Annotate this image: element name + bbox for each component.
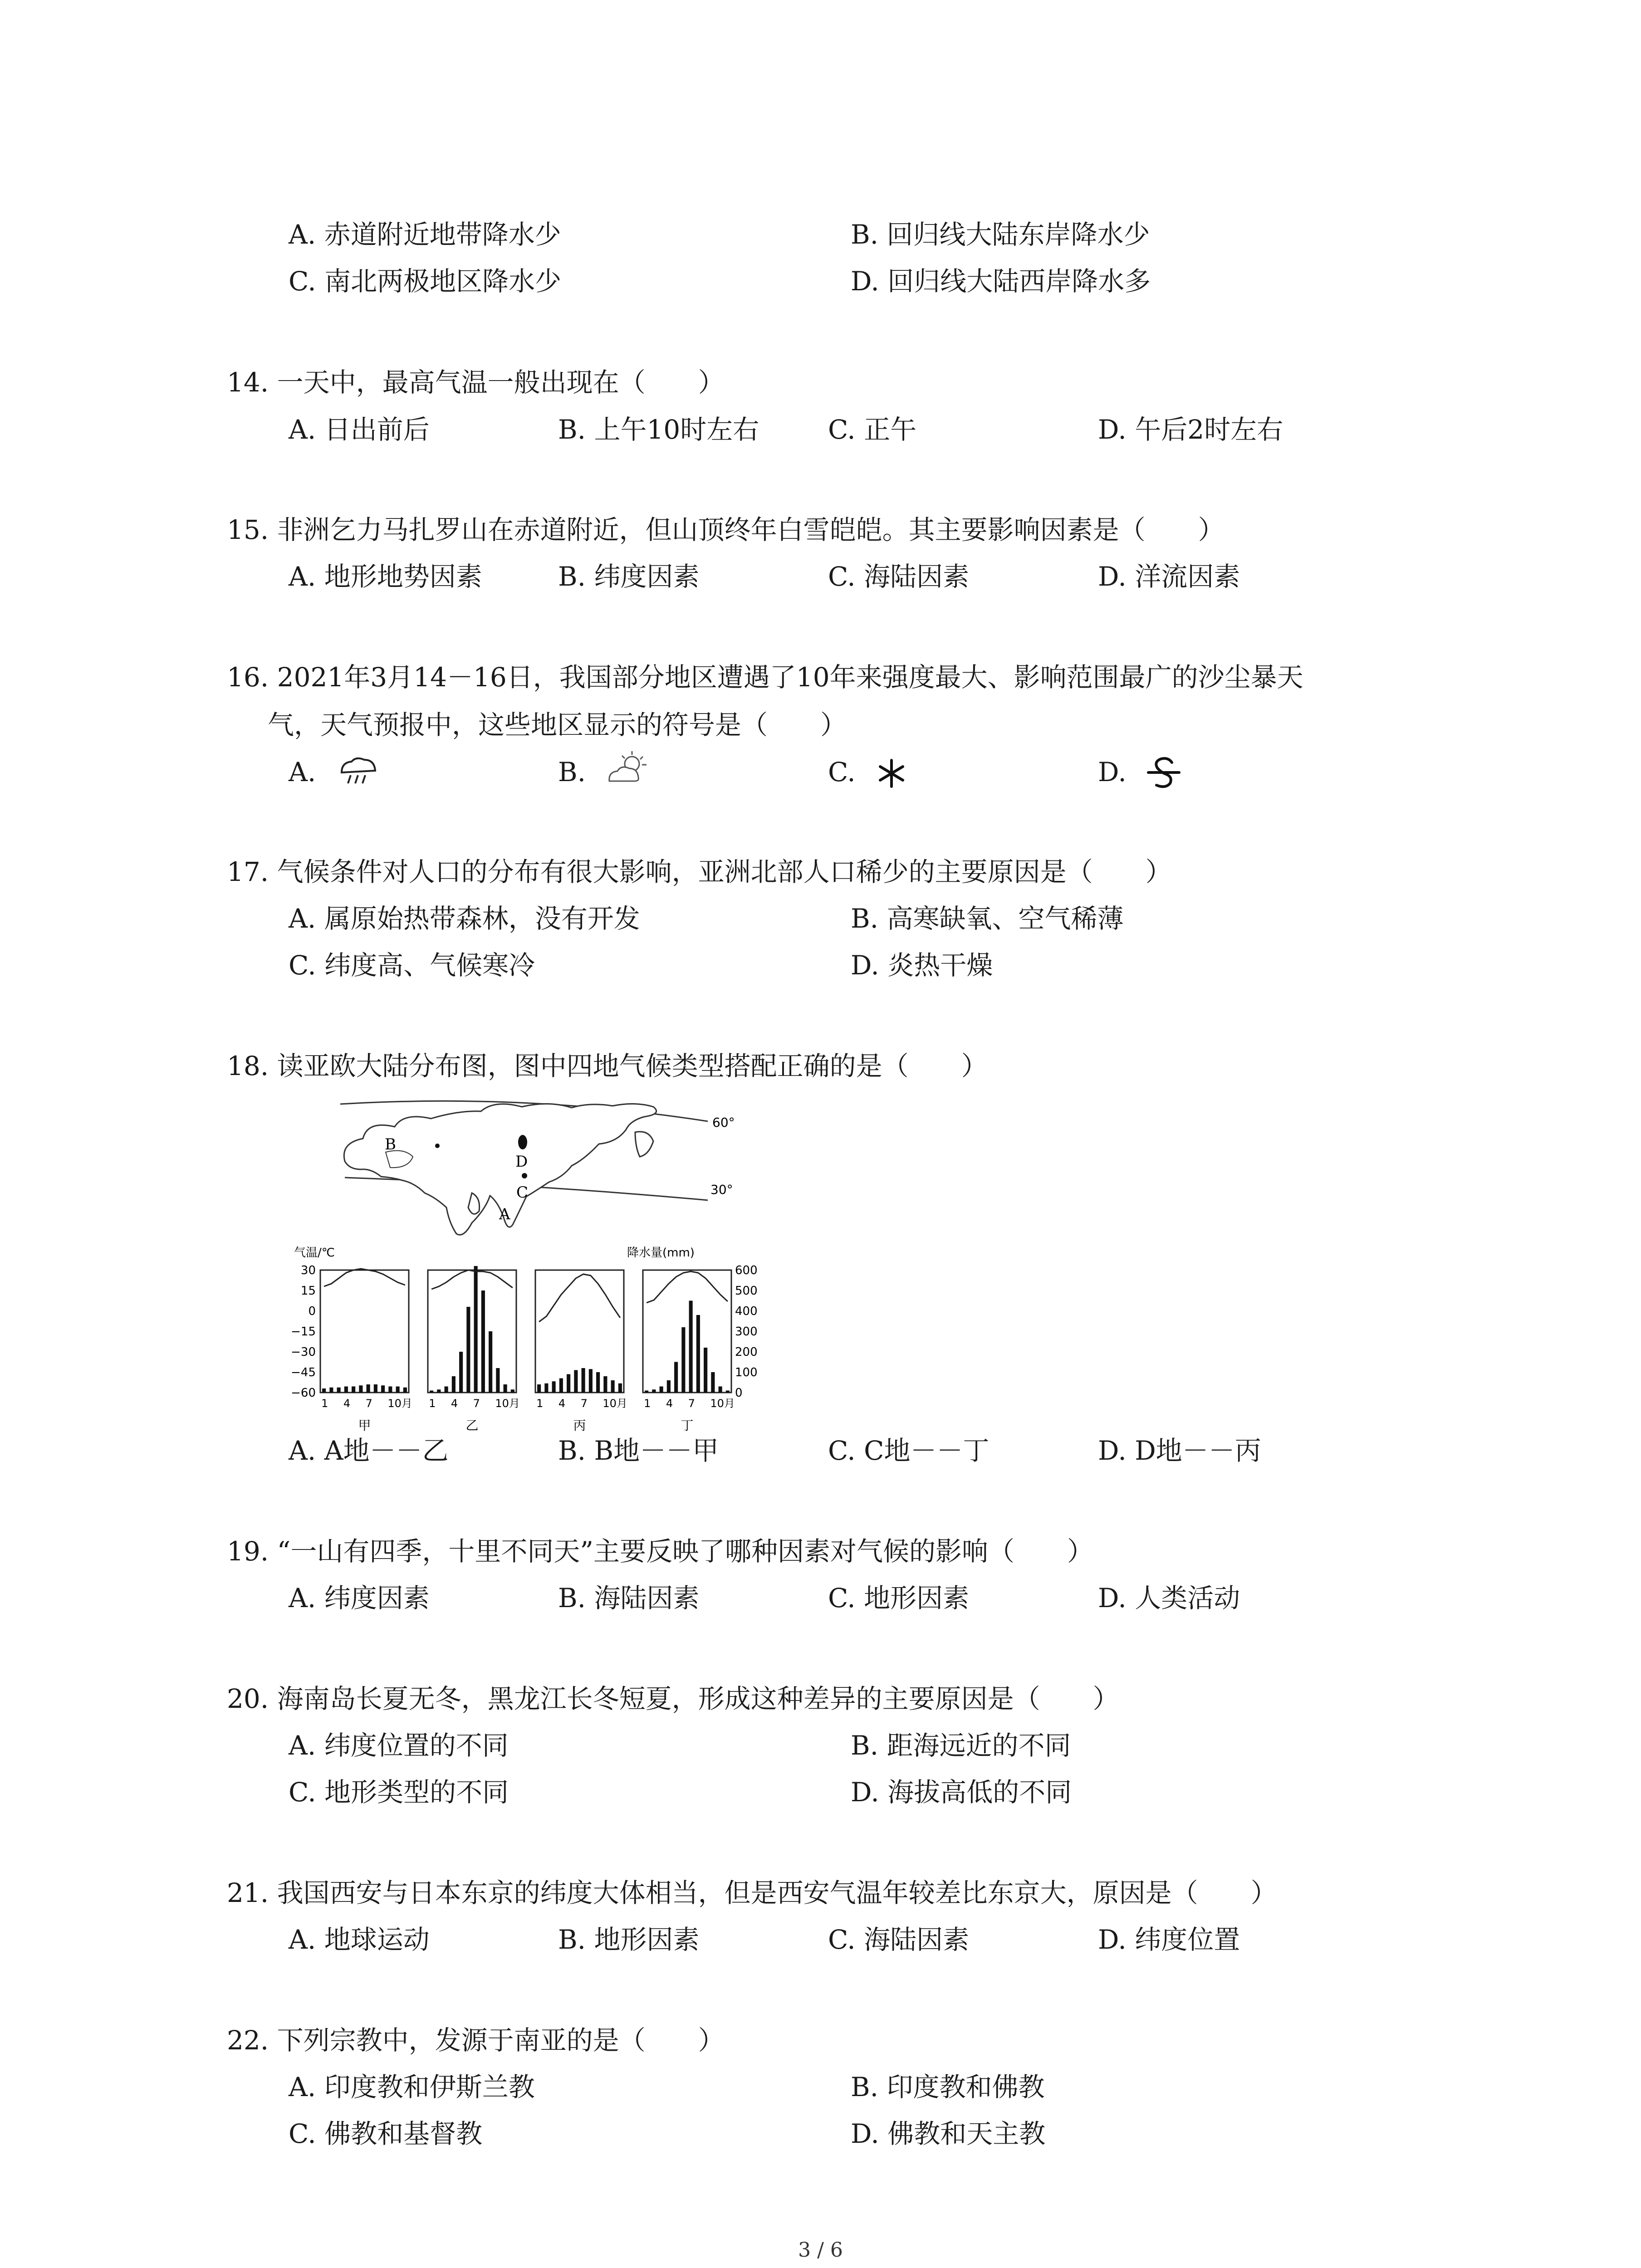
map-point-d: D [515,1153,528,1171]
temp-tick-label: −15 [291,1325,316,1339]
page-number: 3 / 6 [798,2239,843,2262]
precip-bar [474,1266,478,1393]
x-tick-label: 7 [688,1397,695,1410]
q19-option-a[interactable]: A. 纬度因素 [289,1583,430,1613]
q18-option-b[interactable]: B. B地－－甲 [558,1435,719,1466]
precip-tick-label: 0 [735,1386,743,1400]
x-tick-label: 7 [580,1397,588,1410]
precip-bar [511,1389,514,1393]
q15-option-d[interactable]: D. 洋流因素 [1098,561,1240,592]
q16-option-b-letter: B. [558,757,586,787]
x-tick-label: 7 [365,1397,372,1410]
q17-stem: 17. 气候条件对人口的分布有很大影响，亚洲北部人口稀少的主要原因是（ ） [227,856,1172,887]
q14-option-b[interactable]: B. 上午10时左右 [558,414,759,445]
q18-option-a[interactable]: A. A地－－乙 [289,1435,449,1466]
q14-stem: 14. 一天中，最高气温一般出现在（ ） [227,367,725,398]
precip-bar [681,1327,685,1393]
precip-bar [489,1331,492,1393]
q14-option-a[interactable]: A. 日出前后 [289,414,430,445]
q14-option-d[interactable]: D. 午后2时左右 [1098,414,1283,445]
q17-option-b[interactable]: B. 高寒缺氧、空气稀薄 [851,903,1124,934]
q22-stem: 22. 下列宗教中，发源于南亚的是（ ） [227,2025,725,2056]
precip-bar [667,1380,671,1393]
climate-panel [320,1269,412,1433]
q22-option-b[interactable]: B. 印度教和佛教 [851,2072,1045,2102]
x-tick-label: 4 [558,1397,566,1410]
temp-axis-title: 气温/℃ [294,1246,335,1260]
precip-bar [430,1391,433,1393]
precip-tick-label: 300 [735,1325,758,1339]
precip-bar [704,1348,707,1393]
rain-icon [338,755,379,789]
panel-name: 乙 [465,1418,479,1433]
q21-option-c[interactable]: C. 海陆因素 [828,1924,970,1955]
precip-bar [437,1389,441,1393]
temp-tick-label: −60 [291,1386,316,1400]
precip-tick-label: 600 [735,1264,758,1277]
x-tick-label: 1 [321,1397,328,1410]
map-point-a: A [499,1205,510,1223]
x-tick-label: 1 [536,1397,544,1410]
q20-option-c[interactable]: C. 地形类型的不同 [289,1777,509,1808]
q16-option-a[interactable] [289,756,316,788]
panel-name: 丁 [681,1418,694,1433]
q18-option-c[interactable]: C. C地－－丁 [828,1435,989,1466]
temp-tick-label: 15 [300,1284,316,1298]
precip-bar [689,1301,693,1393]
q15-option-a[interactable]: A. 地形地势因素 [289,561,482,592]
q16-option-b[interactable] [558,756,586,788]
q16-option-d[interactable] [1098,756,1127,788]
precip-tick-label: 500 [735,1284,758,1298]
precip-bar [582,1368,585,1393]
q18-option-d[interactable]: D. D地－－丙 [1098,1435,1261,1466]
precip-bar [567,1374,570,1393]
q19-option-c[interactable]: C. 地形因素 [828,1583,970,1613]
precip-bar [611,1380,615,1393]
precip-bar [452,1376,456,1393]
precip-bar [322,1388,326,1393]
precip-bar [352,1387,355,1393]
climate-panel [535,1270,627,1433]
map-point-b: B [385,1135,396,1154]
x-tick-label: 10月 [387,1397,412,1410]
precip-bar [652,1389,656,1393]
precip-bar [359,1385,362,1393]
panel-frame [320,1270,409,1393]
q21-option-a[interactable]: A. 地球运动 [289,1924,430,1955]
x-tick-label: 1 [644,1397,651,1410]
panel-frame [643,1270,731,1393]
q13-option-d[interactable]: D. 回归线大陆西岸降水多 [851,266,1151,297]
climate-panel [643,1270,735,1433]
q13-option-b[interactable]: B. 回归线大陆东岸降水少 [851,219,1150,250]
snow-icon [876,758,907,791]
q15-stem: 15. 非洲乞力马扎罗山在赤道附近，但山顶终年白雪皑皑。其主要影响因素是（ ） [227,514,1225,545]
precip-bar [403,1388,407,1393]
precip-bar [344,1387,348,1393]
precip-bar [388,1387,392,1393]
temp-tick-label: −30 [291,1345,316,1359]
x-tick-label: 4 [451,1397,458,1410]
q19-option-d[interactable]: D. 人类活动 [1098,1583,1240,1613]
precip-bar [603,1376,607,1393]
q16-option-a-letter: A. [289,757,316,787]
lat-30-label: 30° [710,1182,733,1197]
precip-bar [337,1388,341,1393]
x-tick-label: 4 [666,1397,673,1410]
precip-bar [329,1388,333,1393]
precip-bar [711,1372,715,1393]
q21-stem: 21. 我国西安与日本东京的纬度大体相当，但是西安气温年较差比东京大，原因是（ ） [227,1877,1277,1908]
temp-tick-label: 0 [308,1305,316,1318]
q21-option-b[interactable]: B. 地形因素 [558,1924,700,1955]
q20-option-a[interactable]: A. 纬度位置的不同 [289,1730,509,1761]
q17-option-d[interactable]: D. 炎热干燥 [851,950,993,981]
climate-charts [286,1243,767,1435]
precip-bar [574,1370,578,1393]
precip-bar [459,1352,463,1393]
q16-option-c-letter: C. [828,757,856,787]
precip-bar [396,1387,400,1393]
q16-option-c[interactable] [828,756,856,788]
precip-bar [537,1384,541,1393]
q17-option-c[interactable]: C. 纬度高、气候寒冷 [289,950,535,981]
precip-bar [496,1368,500,1393]
q14-option-c[interactable]: C. 正午 [828,414,917,445]
precip-bar [645,1391,648,1393]
temp-tick-label: −45 [291,1366,316,1379]
x-tick-label: 4 [343,1397,351,1410]
precip-tick-label: 200 [735,1345,758,1359]
q16-stem-line2: 气，天气预报中，这些地区显示的符号是（ ） [268,709,847,740]
q18-stem: 18. 读亚欧大陆分布图，图中四地气候类型搭配正确的是（ ） [227,1051,988,1081]
precip-bar [618,1383,622,1393]
precip-tick-label: 400 [735,1305,758,1318]
x-tick-label: 7 [473,1397,480,1410]
q16-option-d-letter: D. [1098,757,1127,787]
precip-bar [719,1387,722,1393]
q13-option-a[interactable]: A. 赤道附近地带降水少 [289,219,561,250]
precip-bar [481,1290,485,1393]
precip-bar [504,1384,507,1393]
precip-bar [374,1384,377,1393]
precip-bar [367,1384,370,1393]
lat-60-label: 60° [712,1115,735,1130]
precip-axis-title: 降水量(mm) [627,1246,695,1260]
q19-option-b[interactable]: B. 海陆因素 [558,1583,700,1613]
panel-frame [535,1270,624,1393]
precip-bar [552,1381,556,1393]
precip-bar [696,1315,700,1393]
q15-option-b[interactable]: B. 纬度因素 [558,561,700,592]
precip-bar [559,1378,563,1393]
q17-option-a[interactable]: A. 属原始热带森林，没有开发 [289,903,640,934]
precip-bar [445,1387,448,1393]
q20-option-b[interactable]: B. 距海远近的不同 [851,1730,1071,1761]
panel-name: 甲 [358,1418,371,1433]
precip-bar [381,1385,385,1393]
precip-bar [589,1369,593,1393]
precip-bar [726,1391,730,1393]
sandstorm-icon [1146,755,1182,792]
precip-bar [660,1387,663,1393]
x-tick-label: 1 [429,1397,436,1410]
precip-bar [674,1362,678,1393]
x-tick-label: 10月 [603,1397,627,1410]
temp-tick-label: 30 [300,1264,316,1277]
climate-panel [428,1266,520,1433]
q22-option-c[interactable]: C. 佛教和基督教 [289,2118,483,2149]
q20-option-d[interactable]: D. 海拔高低的不同 [851,1777,1072,1808]
precip-bar [466,1307,470,1393]
q19-stem: 19. “一山有四季，十里不同天”主要反映了哪种因素对气候的影响（ ） [227,1536,1093,1567]
q20-stem: 20. 海南岛长夏无冬，黑龙江长冬短夏，形成这种差异的主要原因是（ ） [227,1683,1119,1714]
q22-option-a[interactable]: A. 印度教和伊斯兰教 [289,2072,535,2102]
x-tick-label: 10月 [710,1397,735,1410]
panel-name: 丙 [573,1418,586,1433]
precip-tick-label: 100 [735,1366,758,1379]
eurasia-map [336,1089,753,1258]
q15-option-c[interactable]: C. 海陆因素 [828,561,970,592]
precip-bar [544,1383,548,1393]
q13-option-c[interactable]: C. 南北两极地区降水少 [289,266,562,297]
x-tick-label: 10月 [495,1397,520,1410]
q22-option-d[interactable]: D. 佛教和天主教 [851,2118,1046,2149]
precip-bar [596,1372,600,1393]
panel-frame [428,1270,516,1393]
q16-stem-line1: 16. 2021年3月14－16日，我国部分地区遭遇了10年来强度最大、影响范围最广的沙尘暴天 [227,662,1303,693]
map-point-c: C [516,1183,529,1202]
q21-option-d[interactable]: D. 纬度位置 [1098,1924,1240,1955]
partly-cloudy-icon [606,748,651,789]
